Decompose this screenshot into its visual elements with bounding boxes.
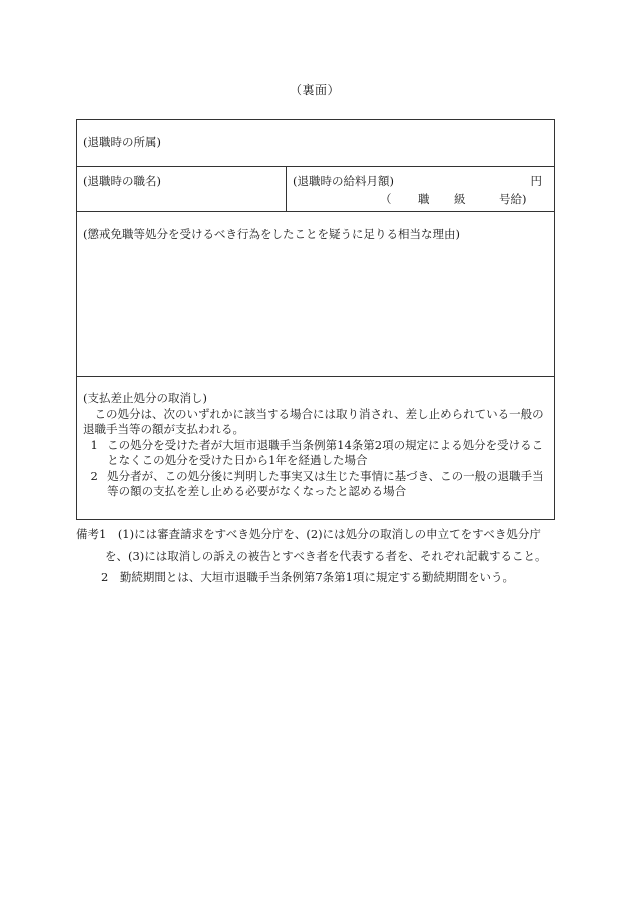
reason-label: (懲戒免職等処分を受けるべき行為をしたことを疑うに足りる相当な理由) — [83, 227, 460, 241]
cancel-item-2-number: 2 — [90, 468, 98, 483]
cancel-item-2 — [83, 469, 548, 500]
cancel-item-2-text: 処分者が、この処分後に判明した事実又は生じた事情に基づき、この一般の退職手当等の額の支払を差し止める必要がなくなったと認める場合 — [107, 468, 544, 498]
cancel-text-block — [83, 391, 548, 500]
cancel-item-1 — [83, 438, 548, 469]
job-title-label: (退職時の職名) — [83, 174, 161, 188]
cancel-intro: この処分は、次のいずれかに該当する場合には取り消され、差し止められている一般の退職手当等の額が支払われる。 — [83, 406, 544, 436]
grade-shoku: 職 — [418, 192, 430, 206]
reason-row — [77, 212, 554, 377]
job-title-cell — [77, 167, 287, 211]
salary-label: (退職時の給料月額) — [293, 174, 394, 188]
cancel-row — [77, 377, 554, 519]
cancel-item-1-text: この処分を受けた者が大垣市退職手当条例第14条第2項の規定による処分を受けることなくこの処分を受けた日から1年を経過した場合 — [107, 437, 544, 467]
remarks-line-3: 2 勤続期間とは、大垣市退職手当条例第7条第1項に規定する勤続期間をいう。 — [101, 570, 514, 584]
page-title: （裏面） — [289, 83, 340, 97]
grade-line — [380, 193, 527, 207]
yen-unit: 円 — [530, 174, 542, 188]
affiliation-row — [77, 120, 554, 167]
cancel-heading: (支払差止処分の取消し) — [83, 391, 207, 405]
title-salary-row — [77, 167, 554, 212]
remarks-line-2: を、(3)には取消しの訴えの被告とすべき者を代表する者を、それぞれ記載すること。 — [105, 548, 547, 563]
remarks-line-1: 備考1 (1)には審査請求をすべき処分庁を、(2)には処分の取消しの申立てをすべき処分庁 — [76, 527, 541, 541]
salary-cell — [287, 167, 554, 211]
remarks-section — [76, 524, 566, 589]
cancel-item-1-number: 1 — [90, 437, 98, 452]
notice-form-table — [76, 119, 555, 520]
affiliation-label: (退職時の所属) — [83, 135, 161, 149]
grade-gokyu: 号給) — [499, 192, 527, 206]
grade-open-paren: （ — [380, 192, 392, 206]
grade-kyu: 級 — [454, 192, 466, 206]
